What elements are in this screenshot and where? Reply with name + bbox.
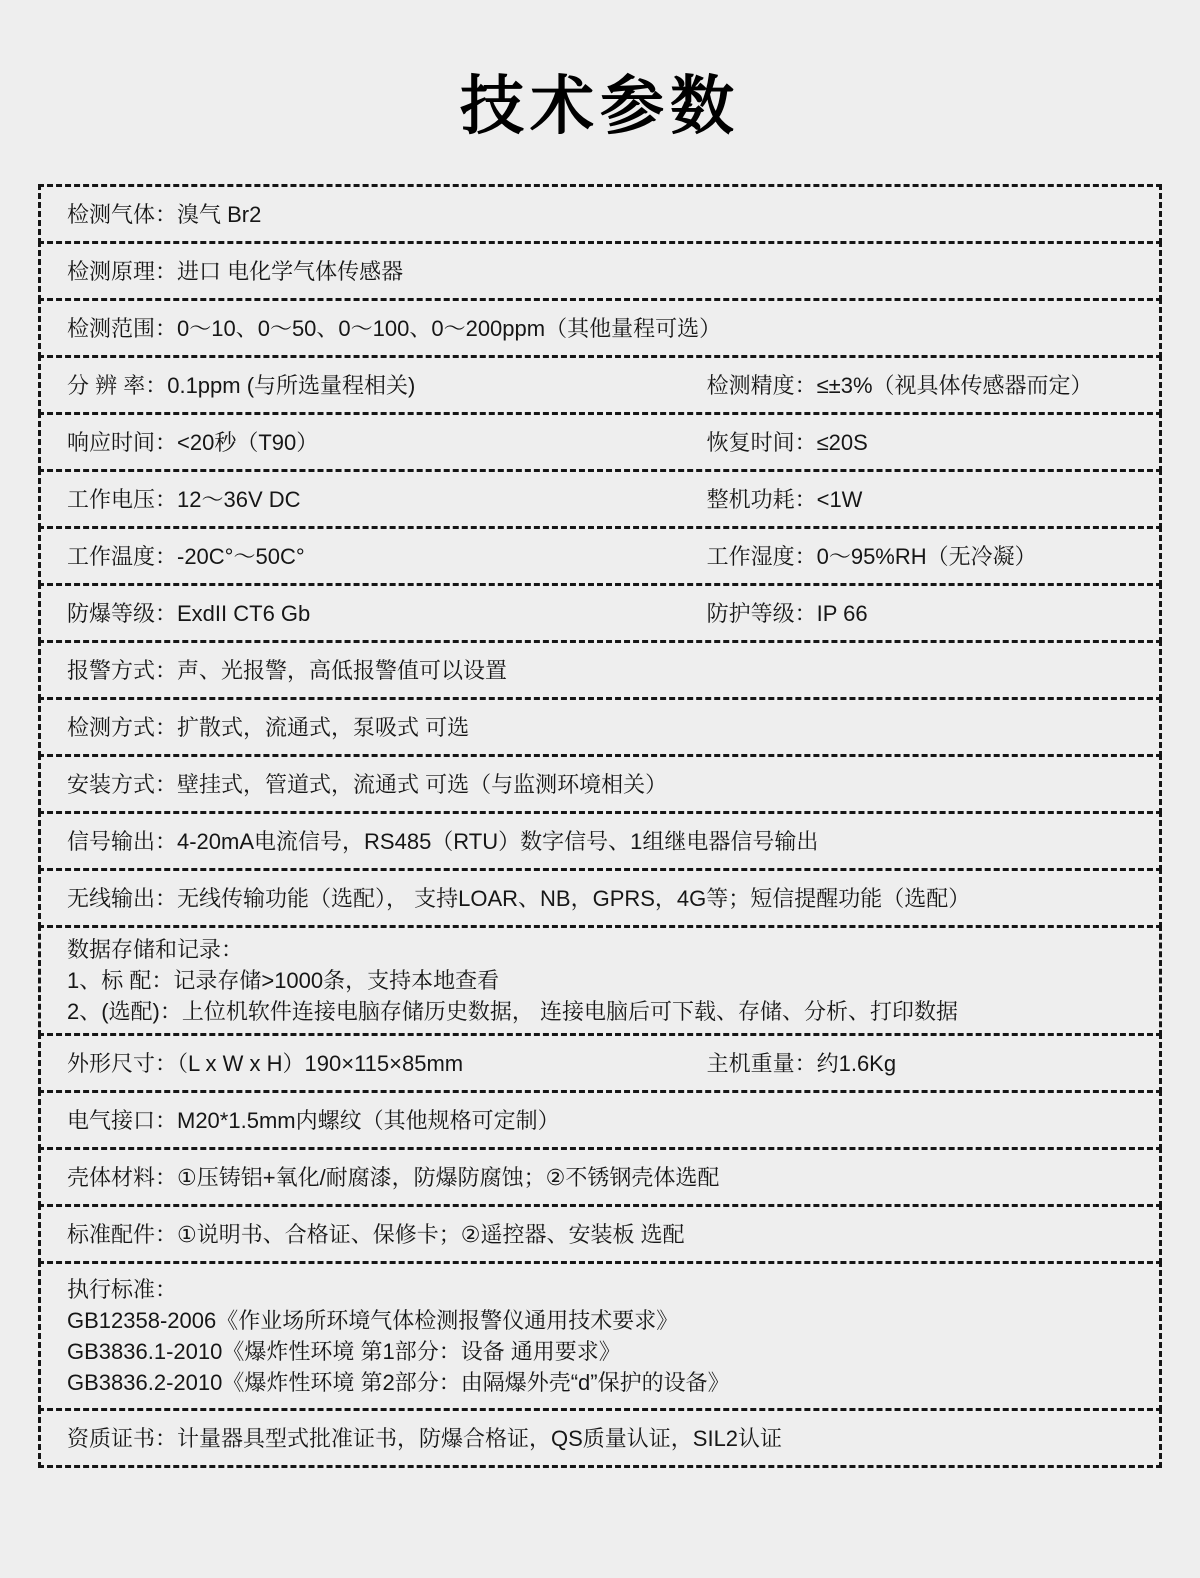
spec-table — [38, 184, 1162, 1468]
spec-row-dimensions-weight — [38, 1033, 1162, 1093]
spec-row-wireless-output — [38, 868, 1162, 928]
spec-cell: 壳体材料：①压铸铝+氧化/耐腐漆，防爆防腐蚀；②不锈钢壳体选配 — [67, 1164, 720, 1190]
spec-row-response-recovery — [38, 412, 1162, 472]
spec-line: 1、标 配：记录存储>1000条，支持本地查看 — [67, 968, 500, 993]
spec-row-executive-standards — [38, 1261, 1162, 1411]
spec-row-resolution-accuracy — [38, 355, 1162, 415]
spec-row-electrical-interface — [38, 1090, 1162, 1150]
spec-cell: 工作温度：-20C°～50C° — [67, 543, 305, 569]
spec-line: 2、(选配)：上位机软件连接电脑存储历史数据， 连接电脑后可下载、存储、分析、打印数据 — [67, 999, 959, 1024]
spec-row-temperature-humidity — [38, 526, 1162, 586]
spec-row-signal-output — [38, 811, 1162, 871]
spec-row-range — [38, 298, 1162, 358]
spec-cell: 整机功耗：<1W — [706, 486, 863, 512]
spec-row-certificates — [38, 1408, 1162, 1468]
spec-cell: 电气接口：M20*1.5mm内螺纹（其他规格可定制） — [67, 1107, 560, 1133]
spec-cell: 检测精度：≤±3%（视具体传感器而定） — [706, 372, 1093, 398]
spec-row-installation-mode — [38, 754, 1162, 814]
spec-line: GB3836.2-2010《爆炸性环境 第2部分：由隔爆外壳“d”保护的设备》 — [67, 1370, 730, 1395]
spec-row-standard-accessories — [38, 1204, 1162, 1264]
spec-cell: 检测范围：0～10、0～50、0～100、0～200ppm（其他量程可选） — [67, 315, 722, 341]
spec-row-gas — [38, 184, 1162, 244]
spec-row-detection-mode — [38, 697, 1162, 757]
spec-cell: 主机重量：约1.6Kg — [706, 1050, 897, 1076]
spec-cell: 分 辨 率：0.1ppm (与所选量程相关) — [67, 372, 416, 398]
spec-line: GB12358-2006《作业场所环境气体检测报警仪通用技术要求》 — [67, 1308, 679, 1333]
spec-line: 执行标准： — [67, 1277, 178, 1302]
spec-cell: 资质证书：计量器具型式批准证书，防爆合格证，QS质量认证，SIL2认证 — [67, 1425, 783, 1451]
spec-cell: 工作电压：12～36V DC — [67, 486, 301, 512]
spec-row-principle — [38, 241, 1162, 301]
spec-cell: 响应时间：<20秒（T90） — [67, 429, 319, 455]
spec-row-voltage-power — [38, 469, 1162, 529]
spec-cell: 工作湿度：0～95%RH（无冷凝） — [706, 543, 1037, 569]
spec-cell: 安装方式：壁挂式，管道式，流通式 可选（与监测环境相关） — [67, 771, 668, 797]
spec-cell: 报警方式：声、光报警，高低报警值可以设置 — [67, 657, 508, 683]
spec-cell: 防爆等级：ExdII CT6 Gb — [67, 600, 311, 626]
spec-row-housing-material — [38, 1147, 1162, 1207]
spec-cell: 恢复时间：≤20S — [706, 429, 868, 455]
spec-row-explosionproof-ip — [38, 583, 1162, 643]
spec-row-data-storage — [38, 925, 1162, 1036]
spec-cell: 检测气体：溴气 Br2 — [67, 201, 262, 227]
spec-cell: 检测原理：进口 电化学气体传感器 — [67, 258, 404, 284]
spec-cell: 外形尺寸：（L x W x H）190×115×85mm — [67, 1050, 464, 1076]
spec-row-alarm-mode — [38, 640, 1162, 700]
spec-line: 数据存储和记录： — [67, 937, 244, 962]
spec-cell: 检测方式：扩散式，流通式，泵吸式 可选 — [67, 714, 470, 740]
page-title: 技术参数 — [460, 70, 740, 142]
spec-cell: 防护等级：IP 66 — [706, 600, 868, 626]
spec-cell: 标准配件：①说明书、合格证、保修卡；②遥控器、安装板 选配 — [67, 1221, 685, 1247]
spec-cell: 信号输出：4-20mA电流信号，RS485（RTU）数字信号、1组继电器信号输出 — [67, 828, 819, 854]
spec-cell: 无线输出：无线传输功能（选配）， 支持LOAR、NB，GPRS，4G等；短信提醒功能（选配） — [67, 885, 971, 911]
spec-line: GB3836.1-2010《爆炸性环境 第1部分：设备 通用要求》 — [67, 1339, 621, 1364]
